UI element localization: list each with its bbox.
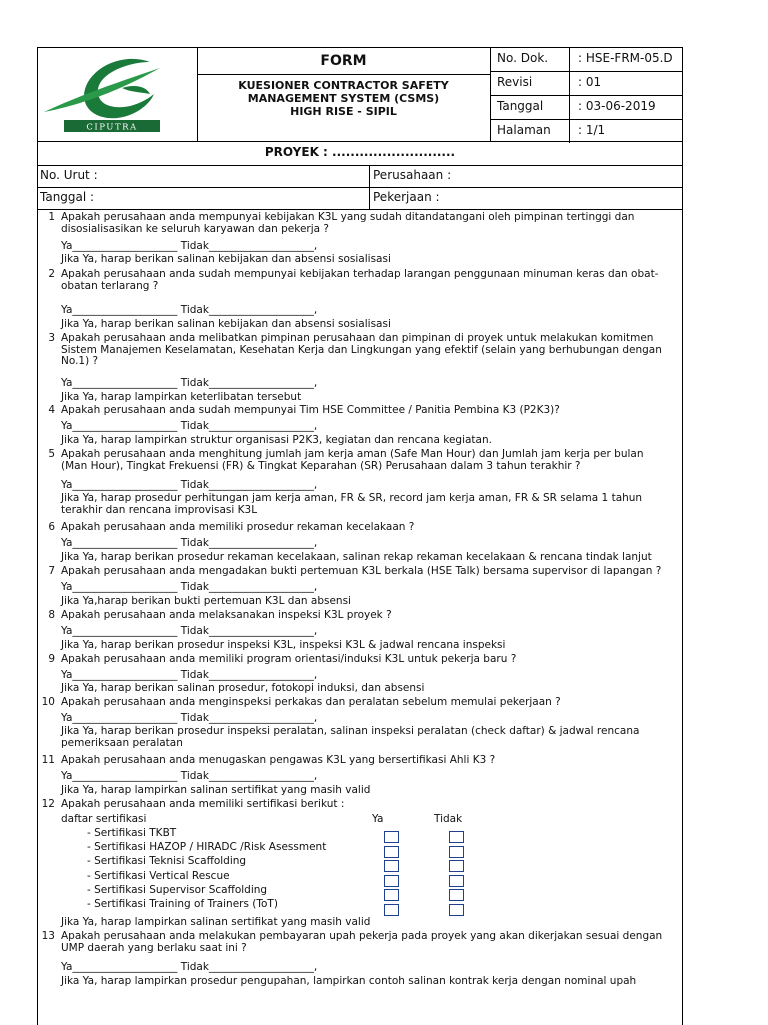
question-note: Jika Ya, harap lampirkan salinan sertifikat yang masih valid <box>61 916 371 928</box>
document-meta <box>490 48 682 141</box>
question-note: Jika Ya, harap lampirkan prosedur pengupahan, lampirkan contoh salinan kontrak kerja dengan nominal upah <box>61 975 637 987</box>
cert-item: - Sertifikasi HAZOP / HIRADC /Risk Asessment <box>87 841 327 853</box>
answer-line[interactable]: Ya____________________ Tidak____________________, <box>61 377 318 389</box>
answer-line[interactable]: Ya____________________ Tidak____________________, <box>61 961 318 973</box>
answer-line[interactable]: Ya____________________ Tidak____________________, <box>61 537 318 549</box>
ciputra-logo <box>38 48 198 141</box>
question-note: Jika Ya, harap berikan salinan kebijakan dan absensi sosialisasi <box>61 318 391 330</box>
pekerjaan-field[interactable]: Pekerjaan : <box>373 190 440 204</box>
cert-item: - Sertifikasi Teknisi Scaffolding <box>87 855 247 867</box>
cert-tidak-checkbox[interactable] <box>449 889 464 901</box>
answer-line[interactable]: Ya____________________ Tidak____________________, <box>61 669 318 681</box>
meta-row: Halaman : 1/1 <box>490 120 682 143</box>
question-note: Jika Ya, harap berikan salinan prosedur, fotokopi induksi, dan absensi <box>61 682 425 694</box>
question-note: Jika Ya, harap berikan salinan kebijakan dan absensi sosialisasi <box>61 253 391 265</box>
answer-line[interactable]: Ya____________________ Tidak____________________, <box>61 770 318 782</box>
column-ya: Ya <box>372 813 384 825</box>
cert-tidak-checkbox[interactable] <box>449 875 464 887</box>
answer-line[interactable]: Ya____________________ Tidak____________________, <box>61 479 318 491</box>
info-row <box>38 165 682 188</box>
cert-item: - Sertifikasi Supervisor Scaffolding <box>87 884 268 896</box>
cert-item: - Sertifikasi Training of Trainers (ToT) <box>87 898 278 910</box>
question-note: Jika Ya,harap berikan bukti pertemuan K3L dan absensi <box>61 595 351 607</box>
cert-tidak-checkbox[interactable] <box>449 846 464 858</box>
answer-line[interactable]: Ya____________________ Tidak____________________, <box>61 625 318 637</box>
meta-row: No. Dok. : HSE-FRM-05.D <box>490 48 682 72</box>
question-note: Jika Ya, harap prosedur perhitungan jam kerja aman, FR & SR, record jam kerja aman, FR & SR selama 1 tahun terakhir dan rencana improvisasi K3L <box>61 492 643 516</box>
cert-tidak-checkbox[interactable] <box>449 860 464 872</box>
column-tidak: Tidak <box>434 813 463 825</box>
answer-line[interactable]: Ya____________________ Tidak____________________, <box>61 240 318 252</box>
cert-ya-checkbox[interactable] <box>384 904 399 916</box>
meta-row: Tanggal : 03-06-2019 <box>490 96 682 120</box>
form-page: CIPUTRA FORM KUESIONER CONTRACTOR SAFETY MANAGEMENT SYSTEM (CSMS) HIGH RISE - SIPIL No. Dok. : HSE-FRM-05.D Revisi : 01 Tanggal : 03-06-2019 Halaman : 1/1 PROYEK : ........................... No. Urut : Perusahaan : Tanggal : Pekerjaan : 1 Apakah perusahaan anda mempunyai kebijakan K3L yang sudah ditandatangani oleh pimpinan tertinggi dan disosialisasikan ke seluruh karyawan dan pekerja ? Ya____________________ Tidak____________________, Jika Ya, harap berikan salinan kebijakan dan absensi sosialisasi 2 Apakah perusahaan anda sudah mempunyai kebijakan terhadap larangan penggunaan minuman keras dan obat-obatan terlarang ? Ya____________________ Tidak____________________, Jika Ya, harap berikan salinan kebijakan dan absensi sosialisasi 3 Apakah perusahaan anda melibatkan pimpinan perusahaan dan pimpinan di proyek untuk melakukan komitmen Sistem Manajemen Keselamatan, Kesehatan Kerja dan Lingkungan yang efektif (selain yang berhubungan dengan No.1) ? Ya____________________ Tidak____________________, Jika Ya, harap lampirkan keterlibatan tersebut 4 Apakah perusahaan anda sudah mempunyai Tim HSE Committee / Panitia Pembina K3 (P2K3)? Ya____________________ Tidak____________________, Jika Ya, harap lampirkan struktur organisasi P2K3, kegiatan dan rencana kegiatan. 5 Apakah perusahaan anda menghitung jumlah jam kerja aman (Safe Man Hour) dan Jumlah jam kerja per bulan (Man Hour), Tingkat Frekuensi (FR) & Tingkat Keparahan (SR) Perusahaan dalam 3 tahun terakhir ? Ya____________________ Tidak____________________, Jika Ya, harap prosedur perhitungan jam kerja aman, FR & SR, record jam kerja aman, FR & SR selama 1 tahun terakhir dan rencana improvisasi K3L 6 Apakah perusahaan anda memiliki prosedur rekaman kecelakaan ? Ya____________________ Tidak____________________, Jika Ya, harap berikan prosedur rekaman kecelakaan, salinan rekap rekaman kecelakaan & rencana tindak lanjut 7 Apakah perusahaan anda mengadakan bukti pertemuan K3L berkala (HSE Talk) bersama supervisor di lapangan ? Ya____________________ Tidak____________________, Jika Ya,harap berikan bukti pertemuan K3L dan absensi 8 Apakah perusahaan anda melaksanakan inspeksi K3L proyek ? Ya____________________ Tidak____________________, Jika Ya, harap berikan prosedur inspeksi K3L, inspeksi K3L & jadwal rencana inspeksi 9 Apakah perusahaan anda memiliki program orientasi/induksi K3L untuk pekerja baru ? Ya____________________ Tidak____________________, Jika Ya, harap berikan salinan prosedur, fotokopi induksi, dan absensi 10 Apakah perusahaan anda menginspeksi perkakas dan peralatan sebelum memulai pekerjaan ? Ya____________________ Tidak____________________, Jika Ya, harap berikan prosedur inspeksi peralatan, salinan inspeksi peralatan (check daftar) & jadwal rencana pemeriksaan peralatan 11 Apakah perusahaan anda menugaskan pengawas K3L yang bersertifikasi Ahli K3 ? Ya____________________ Tidak____________________, Jika Ya, harap lampirkan salinan sertifikat yang masih valid 12 Apakah perusahaan anda memiliki sertifikasi berikut : daftar sertifikasi Ya Tidak - Sertifikasi TKBT - Sertifikasi HAZOP / HIRADC /Risk Asessment - Sertifikasi Teknisi Scaffolding - Sertifikasi Vertical Rescue - Sertifikasi Supervisor Scaffolding - Sertifikasi Training of Trainers (ToT) Jika Ya, harap lampirkan salinan sertifikat yang masih valid 13 Apakah perusahaan anda melakukan pembayaran upah pekerja pada proyek yang akan dikerjakan sesuai dengan UMP daerah yang berlaku saat ini ? Ya____________________ Tidak____________________, Jika Ya, harap lampirkan prosedur pengupahan, lampirkan contoh salinan kontrak kerja dengan nominal upah <box>37 47 683 1025</box>
cert-list-label: daftar sertifikasi <box>61 813 147 825</box>
title-block <box>197 48 491 141</box>
project-field[interactable]: PROYEK : ........................... <box>38 141 682 166</box>
svg-text:CIPUTRA: CIPUTRA <box>86 122 138 133</box>
ciputra-logo-mark <box>38 48 197 141</box>
question-note: Jika Ya, harap lampirkan struktur organisasi P2K3, kegiatan dan rencana kegiatan. <box>61 434 492 446</box>
answer-line[interactable]: Ya____________________ Tidak____________________, <box>61 712 318 724</box>
cert-tidak-checkbox[interactable] <box>449 904 464 916</box>
questionnaire-title: KUESIONER CONTRACTOR SAFETY MANAGEMENT SYSTEM (CSMS) HIGH RISE - SIPIL <box>238 79 449 118</box>
answer-line[interactable]: Ya____________________ Tidak____________________, <box>61 581 318 593</box>
form-header <box>38 48 682 142</box>
question-note: Jika Ya, harap berikan prosedur inspeksi K3L, inspeksi K3L & jadwal rencana inspeksi <box>61 639 506 651</box>
form-title: FORM <box>197 48 490 75</box>
cert-tidak-checkbox[interactable] <box>449 831 464 843</box>
cert-ya-checkbox[interactable] <box>384 875 399 887</box>
question-note: Jika Ya, harap berikan prosedur rekaman kecelakaan, salinan rekap rekaman kecelakaan & rencana tindak lanjut <box>61 551 652 563</box>
question-note: Jika Ya, harap lampirkan keterlibatan tersebut <box>61 391 302 403</box>
cert-item: - Sertifikasi TKBT <box>87 827 177 839</box>
cert-ya-checkbox[interactable] <box>384 846 399 858</box>
meta-row: Revisi : 01 <box>490 72 682 96</box>
tanggal-field[interactable]: Tanggal : <box>38 187 370 209</box>
cert-ya-checkbox[interactable] <box>384 860 399 872</box>
answer-line[interactable]: Ya____________________ Tidak____________________, <box>61 304 318 316</box>
cert-ya-checkbox[interactable] <box>384 889 399 901</box>
question-note: Jika Ya, harap berikan prosedur inspeksi peralatan, salinan inspeksi peralatan (check daftar) & jadwal rencana pemeriksaan peralatan <box>61 725 640 749</box>
no-urut-field[interactable]: No. Urut : <box>38 165 370 187</box>
question-note: Jika Ya, harap lampirkan salinan sertifikat yang masih valid <box>61 784 371 796</box>
perusahaan-field[interactable]: Perusahaan : <box>373 168 452 182</box>
answer-line[interactable]: Ya____________________ Tidak____________________, <box>61 420 318 432</box>
cert-item: - Sertifikasi Vertical Rescue <box>87 870 230 882</box>
info-row <box>38 187 682 210</box>
cert-ya-checkbox[interactable] <box>384 831 399 843</box>
